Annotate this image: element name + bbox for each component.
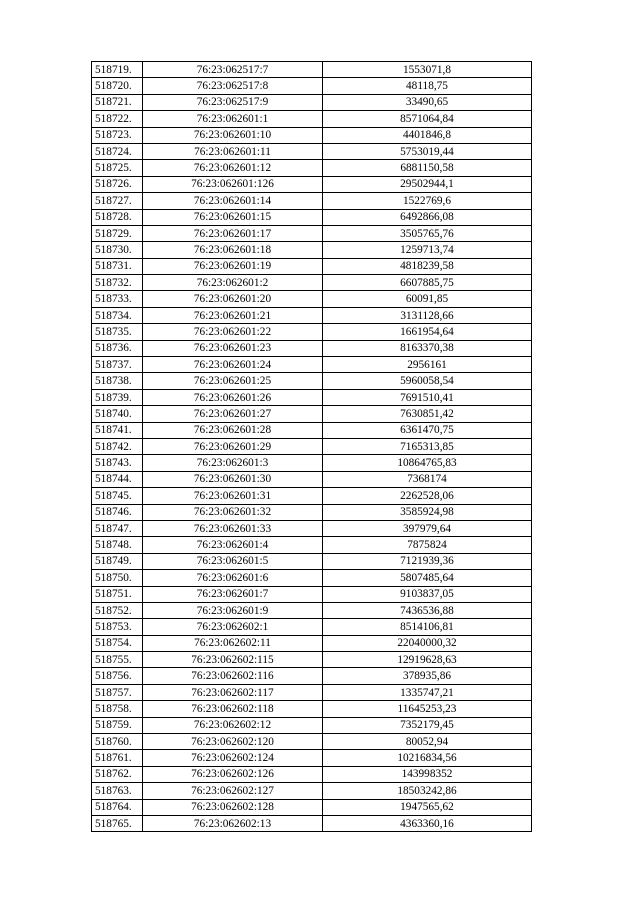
table-row	[92, 258, 532, 274]
row-number-cell: 518739.	[92, 389, 143, 405]
cadastral-value-cell: 7165313,85	[323, 438, 532, 454]
cadastral-number-cell: 76:23:062601:21	[143, 307, 323, 323]
cadastral-number-cell: 76:23:062601:10	[143, 127, 323, 143]
table-row	[92, 602, 532, 618]
row-number-cell: 518729.	[92, 225, 143, 241]
table-row	[92, 553, 532, 569]
table-row	[92, 701, 532, 717]
cadastral-value-cell: 2956161	[323, 357, 532, 373]
row-number-cell: 518765.	[92, 815, 143, 831]
cadastral-number-cell: 76:23:062601:22	[143, 324, 323, 340]
cadastral-number-cell: 76:23:062602:127	[143, 783, 323, 799]
cadastral-number-cell: 76:23:062602:116	[143, 668, 323, 684]
row-number-cell: 518756.	[92, 668, 143, 684]
row-number-cell: 518744.	[92, 471, 143, 487]
row-number-cell: 518720.	[92, 78, 143, 94]
cadastral-value-cell: 10216834,56	[323, 750, 532, 766]
cadastral-number-cell: 76:23:062601:4	[143, 537, 323, 553]
row-number-cell: 518760.	[92, 734, 143, 750]
row-number-cell: 518751.	[92, 586, 143, 602]
cadastral-value-cell: 3131128,66	[323, 307, 532, 323]
table-row	[92, 160, 532, 176]
table-row	[92, 471, 532, 487]
cadastral-value-cell: 7630851,42	[323, 406, 532, 422]
cadastral-value-cell: 7875824	[323, 537, 532, 553]
table-row	[92, 750, 532, 766]
cadastral-number-cell: 76:23:062601:6	[143, 570, 323, 586]
cadastral-value-cell: 143998352	[323, 766, 532, 782]
cadastral-number-cell: 76:23:062601:25	[143, 373, 323, 389]
table-row	[92, 127, 532, 143]
cadastral-value-cell: 6361470,75	[323, 422, 532, 438]
table-row	[92, 520, 532, 536]
cadastral-value-cell: 1335747,21	[323, 684, 532, 700]
cadastral-number-cell: 76:23:062601:28	[143, 422, 323, 438]
row-number-cell: 518734.	[92, 307, 143, 323]
row-number-cell: 518752.	[92, 602, 143, 618]
cadastral-number-cell: 76:23:062602:1	[143, 619, 323, 635]
row-number-cell: 518749.	[92, 553, 143, 569]
row-number-cell: 518719.	[92, 62, 143, 78]
table-row	[92, 307, 532, 323]
row-number-cell: 518755.	[92, 652, 143, 668]
cadastral-value-cell: 22040000,32	[323, 635, 532, 651]
row-number-cell: 518731.	[92, 258, 143, 274]
cadastral-value-cell: 29502944,1	[323, 176, 532, 192]
cadastral-value-cell: 1522769,6	[323, 193, 532, 209]
cadastral-number-cell: 76:23:062601:126	[143, 176, 323, 192]
table-row	[92, 324, 532, 340]
cadastral-number-cell: 76:23:062602:11	[143, 635, 323, 651]
row-number-cell: 518733.	[92, 291, 143, 307]
cadastral-value-cell: 80052,94	[323, 734, 532, 750]
cadastral-number-cell: 76:23:062602:128	[143, 799, 323, 815]
row-number-cell: 518762.	[92, 766, 143, 782]
cadastral-number-cell: 76:23:062601:14	[143, 193, 323, 209]
table-row	[92, 176, 532, 192]
table-row	[92, 717, 532, 733]
table-row	[92, 537, 532, 553]
table-row	[92, 766, 532, 782]
cadastral-number-cell: 76:23:062601:20	[143, 291, 323, 307]
row-number-cell: 518722.	[92, 111, 143, 127]
cadastral-number-cell: 76:23:062601:7	[143, 586, 323, 602]
table-row	[92, 111, 532, 127]
cadastral-value-cell: 6881150,58	[323, 160, 532, 176]
cadastral-number-cell: 76:23:062601:9	[143, 602, 323, 618]
cadastral-value-cell: 60091,85	[323, 291, 532, 307]
row-number-cell: 518730.	[92, 242, 143, 258]
table-row	[92, 438, 532, 454]
cadastral-value-cell: 7352179,45	[323, 717, 532, 733]
cadastral-value-cell: 1947565,62	[323, 799, 532, 815]
cadastral-value-cell: 11645253,23	[323, 701, 532, 717]
table-row	[92, 209, 532, 225]
row-number-cell: 518753.	[92, 619, 143, 635]
cadastral-number-cell: 76:23:062601:26	[143, 389, 323, 405]
cadastral-value-cell: 8571064,84	[323, 111, 532, 127]
table-row	[92, 734, 532, 750]
cadastral-value-cell: 48118,75	[323, 78, 532, 94]
table-row	[92, 652, 532, 668]
row-number-cell: 518727.	[92, 193, 143, 209]
table-row	[92, 193, 532, 209]
cadastral-number-cell: 76:23:062602:126	[143, 766, 323, 782]
cadastral-value-cell: 12919628,63	[323, 652, 532, 668]
table-row	[92, 488, 532, 504]
cadastral-value-cell: 4363360,16	[323, 815, 532, 831]
row-number-cell: 518761.	[92, 750, 143, 766]
cadastral-value-cell: 18503242,86	[323, 783, 532, 799]
cadastral-value-cell: 6492866,08	[323, 209, 532, 225]
cadastral-number-cell: 76:23:062601:3	[143, 455, 323, 471]
cadastral-number-cell: 76:23:062601:24	[143, 357, 323, 373]
table-row	[92, 422, 532, 438]
table-row	[92, 619, 532, 635]
cadastral-value-cell: 7368174	[323, 471, 532, 487]
table-row	[92, 373, 532, 389]
row-number-cell: 518754.	[92, 635, 143, 651]
cadastral-value-cell: 3585924,98	[323, 504, 532, 520]
cadastral-number-cell: 76:23:062601:27	[143, 406, 323, 422]
table-row	[92, 586, 532, 602]
cadastral-value-cell: 8163370,38	[323, 340, 532, 356]
row-number-cell: 518745.	[92, 488, 143, 504]
cadastral-value-cell: 1553071,8	[323, 62, 532, 78]
cadastral-value-cell: 6607885,75	[323, 275, 532, 291]
row-number-cell: 518742.	[92, 438, 143, 454]
row-number-cell: 518741.	[92, 422, 143, 438]
cadastral-value-cell: 2262528,06	[323, 488, 532, 504]
cadastral-number-cell: 76:23:062601:31	[143, 488, 323, 504]
table-row	[92, 455, 532, 471]
cadastral-number-cell: 76:23:062601:29	[143, 438, 323, 454]
table-row	[92, 62, 532, 78]
table-row	[92, 799, 532, 815]
row-number-cell: 518764.	[92, 799, 143, 815]
table-row	[92, 94, 532, 110]
cadastral-number-cell: 76:23:062602:124	[143, 750, 323, 766]
row-number-cell: 518750.	[92, 570, 143, 586]
cadastral-number-cell: 76:23:062517:9	[143, 94, 323, 110]
table-body	[92, 62, 532, 832]
row-number-cell: 518725.	[92, 160, 143, 176]
table-row	[92, 143, 532, 159]
cadastral-number-cell: 76:23:062602:12	[143, 717, 323, 733]
table-row	[92, 340, 532, 356]
table-row	[92, 684, 532, 700]
cadastral-number-cell: 76:23:062602:117	[143, 684, 323, 700]
cadastral-value-table	[91, 61, 532, 832]
cadastral-number-cell: 76:23:062602:118	[143, 701, 323, 717]
row-number-cell: 518758.	[92, 701, 143, 717]
cadastral-number-cell: 76:23:062601:19	[143, 258, 323, 274]
row-number-cell: 518736.	[92, 340, 143, 356]
table-row	[92, 815, 532, 831]
cadastral-value-cell: 397979,64	[323, 520, 532, 536]
cadastral-value-cell: 8514106,81	[323, 619, 532, 635]
cadastral-number-cell: 76:23:062601:18	[143, 242, 323, 258]
cadastral-number-cell: 76:23:062601:23	[143, 340, 323, 356]
row-number-cell: 518757.	[92, 684, 143, 700]
table-row	[92, 635, 532, 651]
cadastral-number-cell: 76:23:062601:30	[143, 471, 323, 487]
cadastral-value-cell: 1259713,74	[323, 242, 532, 258]
cadastral-number-cell: 76:23:062602:120	[143, 734, 323, 750]
table-row	[92, 570, 532, 586]
cadastral-value-cell: 1661954,64	[323, 324, 532, 340]
row-number-cell: 518746.	[92, 504, 143, 520]
cadastral-number-cell: 76:23:062601:11	[143, 143, 323, 159]
cadastral-value-cell: 3505765,76	[323, 225, 532, 241]
table-row	[92, 504, 532, 520]
row-number-cell: 518724.	[92, 143, 143, 159]
row-number-cell: 518737.	[92, 357, 143, 373]
row-number-cell: 518763.	[92, 783, 143, 799]
cadastral-number-cell: 76:23:062601:2	[143, 275, 323, 291]
row-number-cell: 518732.	[92, 275, 143, 291]
cadastral-number-cell: 76:23:062601:1	[143, 111, 323, 127]
cadastral-number-cell: 76:23:062601:12	[143, 160, 323, 176]
table-row	[92, 225, 532, 241]
cadastral-value-cell: 9103837,05	[323, 586, 532, 602]
table-row	[92, 783, 532, 799]
row-number-cell: 518728.	[92, 209, 143, 225]
cadastral-number-cell: 76:23:062601:33	[143, 520, 323, 536]
table-row	[92, 275, 532, 291]
cadastral-number-cell: 76:23:062601:17	[143, 225, 323, 241]
cadastral-number-cell: 76:23:062601:15	[143, 209, 323, 225]
row-number-cell: 518738.	[92, 373, 143, 389]
cadastral-number-cell: 76:23:062517:8	[143, 78, 323, 94]
table-row	[92, 357, 532, 373]
cadastral-number-cell: 76:23:062602:13	[143, 815, 323, 831]
cadastral-number-cell: 76:23:062601:5	[143, 553, 323, 569]
cadastral-number-cell: 76:23:062517:7	[143, 62, 323, 78]
table-row	[92, 242, 532, 258]
cadastral-value-cell: 33490,65	[323, 94, 532, 110]
table-row	[92, 78, 532, 94]
cadastral-value-cell: 4818239,58	[323, 258, 532, 274]
cadastral-value-cell: 5960058,54	[323, 373, 532, 389]
row-number-cell: 518759.	[92, 717, 143, 733]
row-number-cell: 518726.	[92, 176, 143, 192]
table-row	[92, 668, 532, 684]
table-row	[92, 389, 532, 405]
row-number-cell: 518743.	[92, 455, 143, 471]
cadastral-number-cell: 76:23:062602:115	[143, 652, 323, 668]
row-number-cell: 518748.	[92, 537, 143, 553]
cadastral-value-cell: 7436536,88	[323, 602, 532, 618]
row-number-cell: 518747.	[92, 520, 143, 536]
row-number-cell: 518723.	[92, 127, 143, 143]
cadastral-value-cell: 4401846,8	[323, 127, 532, 143]
cadastral-value-cell: 5753019,44	[323, 143, 532, 159]
row-number-cell: 518735.	[92, 324, 143, 340]
table-row	[92, 291, 532, 307]
cadastral-number-cell: 76:23:062601:32	[143, 504, 323, 520]
table-row	[92, 406, 532, 422]
cadastral-value-cell: 378935,86	[323, 668, 532, 684]
row-number-cell: 518740.	[92, 406, 143, 422]
cadastral-value-cell: 7121939,36	[323, 553, 532, 569]
cadastral-value-cell: 7691510,41	[323, 389, 532, 405]
row-number-cell: 518721.	[92, 94, 143, 110]
cadastral-value-cell: 10864765,83	[323, 455, 532, 471]
cadastral-value-cell: 5807485,64	[323, 570, 532, 586]
